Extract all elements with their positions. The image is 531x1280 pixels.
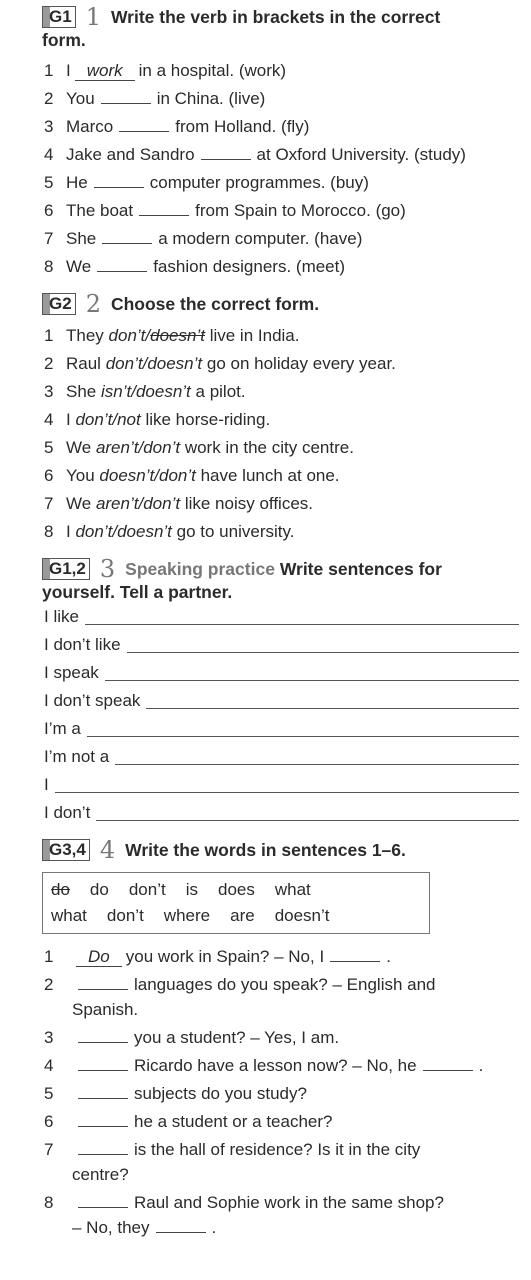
exercise-item: 5 He computer programmes. (buy) (44, 173, 369, 192)
exercise-item: 3 Marco from Holland. (fly) (44, 117, 310, 136)
exercise-3 (42, 555, 523, 827)
writing-rule[interactable] (146, 690, 519, 709)
exercise-item: 7 is the hall of residence? Is it in the city centre? (44, 1139, 421, 1184)
answer-blank[interactable] (102, 228, 152, 244)
answer-blank[interactable] (78, 1055, 128, 1071)
answer-blank[interactable] (78, 1111, 128, 1127)
exercise-number: 4 (99, 836, 116, 864)
option-2[interactable]: doesn’t (117, 522, 172, 541)
grammar-tag: G1,2 (42, 558, 90, 580)
exercise-item: 5 subjects do you study? (44, 1083, 307, 1103)
exercise-item: 2 You in China. (live) (44, 89, 266, 108)
exercise-item: 1 I work in a hospital. (work) (44, 61, 287, 80)
exercise-item: 4 Jake and Sandro at Oxford University. (study) (44, 145, 466, 164)
answer-fill[interactable]: work (75, 61, 135, 81)
exercise-item: 8 We fashion designers. (meet) (44, 257, 346, 276)
option-1[interactable]: don’t (105, 354, 143, 373)
exercise-item: 7 She a modern computer. (have) (44, 229, 363, 248)
word-chip: do (51, 880, 70, 899)
option-2[interactable]: doesn’t (150, 326, 205, 345)
word-chip: don’t (128, 880, 166, 899)
answer-blank[interactable] (78, 1192, 128, 1208)
instruction-continued: form. (42, 30, 86, 50)
answer-blank[interactable] (201, 144, 251, 160)
exercise-4-heading (42, 836, 523, 864)
write-line: I don’t speak (44, 687, 523, 715)
writing-rule[interactable] (87, 718, 519, 737)
answer-blank[interactable] (119, 116, 169, 132)
exercise-number: 3 (99, 555, 116, 583)
option-2[interactable]: don’t (158, 466, 196, 485)
option-1[interactable]: don’t (108, 326, 146, 345)
exercise-item: 2 languages do you speak? – English and Spanish. (44, 974, 436, 1019)
exercise-item: 6 The boat from Spain to Morocco. (go) (44, 201, 406, 220)
exercise-1-items (44, 57, 523, 281)
option-2[interactable]: doesn’t (135, 382, 191, 401)
instruction-continued: yourself. Tell a partner. (42, 582, 233, 602)
option-1[interactable]: doesn’t (99, 466, 155, 485)
exercise-item: 2 Raul don’t/doesn’t go on holiday every year. (44, 354, 396, 373)
write-line: I speak (44, 659, 523, 687)
word-chip: where (163, 906, 211, 925)
exercise-2-items (44, 322, 523, 546)
exercise-2-heading (42, 290, 523, 318)
answer-blank[interactable] (94, 172, 144, 188)
word-box (42, 872, 430, 934)
writing-rule[interactable] (55, 774, 519, 793)
answer-blank[interactable] (78, 974, 128, 990)
instruction: Choose the correct form. (110, 294, 320, 314)
word-chip: is (185, 880, 198, 899)
answer-blank[interactable] (78, 1083, 128, 1099)
option-2[interactable]: don’t (143, 494, 181, 513)
writing-rule[interactable] (115, 746, 519, 765)
answer-blank[interactable] (101, 88, 151, 104)
option-1[interactable]: aren’t (95, 494, 139, 513)
option-2[interactable]: don’t (143, 438, 181, 457)
word-chip: what (274, 880, 311, 899)
word-box-row (51, 903, 421, 929)
grammar-tag: G1 (42, 6, 76, 28)
exercise-item: 7 We aren’t/don’t like noisy offices. (44, 494, 314, 513)
writing-rule[interactable] (96, 802, 519, 821)
speaking-practice-label: Speaking practice (125, 559, 275, 579)
exercise-3-heading (42, 555, 523, 583)
option-2[interactable]: not (117, 410, 141, 429)
answer-blank[interactable] (139, 200, 189, 216)
exercise-item: 8 I don’t/doesn’t go to university. (44, 522, 295, 541)
exercise-4-items (44, 942, 523, 1241)
answer-blank[interactable] (330, 946, 380, 962)
word-box-row (51, 877, 421, 903)
exercise-1-heading (42, 3, 523, 31)
exercise-number: 2 (85, 290, 101, 318)
exercise-item: 4 Ricardo have a lesson now? – No, he . (44, 1055, 484, 1075)
instruction: Write the verb in brackets in the correct (110, 7, 441, 27)
word-chip: does (218, 880, 255, 899)
answer-blank[interactable] (97, 256, 147, 272)
grammar-tag: G2 (42, 293, 76, 315)
writing-rule[interactable] (127, 634, 519, 653)
instruction: Write the words in sentences 1–6. (125, 840, 406, 860)
exercise-item: 6 You doesn’t/don’t have lunch at one. (44, 466, 340, 485)
instruction: Write sentences for (279, 559, 442, 579)
word-chip: are (230, 906, 255, 925)
answer-blank[interactable] (78, 1139, 128, 1155)
write-line: I don’t (44, 799, 523, 827)
exercise-item: 4 I don’t/not like horse-riding. (44, 410, 271, 429)
exercise-item: 8 Raul and Sophie work in the same shop? – No, they . (44, 1192, 444, 1237)
exercise-item: 6 he a student or a teacher? (44, 1111, 333, 1131)
exercise-item: 3 you a student? – Yes, I am. (44, 1027, 340, 1047)
write-line: I (44, 771, 523, 799)
exercise-item: 3 She isn’t/doesn’t a pilot. (44, 382, 246, 401)
exercise-4 (44, 836, 523, 1241)
answer-fill[interactable]: Do (76, 947, 122, 967)
write-line: I’m not a (44, 743, 523, 771)
word-chip: do (89, 880, 109, 899)
word-chip: don’t (106, 906, 144, 925)
word-chip: what (51, 906, 87, 925)
answer-blank[interactable] (78, 1027, 128, 1043)
exercise-item: 5 We aren’t/don’t work in the city centre. (44, 438, 354, 457)
option-1[interactable]: isn’t (100, 382, 132, 401)
write-line: I like (44, 603, 523, 631)
grammar-tag: G3,4 (42, 839, 90, 861)
option-2[interactable]: doesn’t (147, 354, 203, 373)
option-1[interactable]: aren’t (95, 438, 139, 457)
write-line: I’m a (44, 715, 523, 743)
word-chip: doesn’t (274, 906, 330, 925)
exercise-item: 1 Do you work in Spain? – No, I . (44, 946, 391, 966)
option-1[interactable]: don’t (75, 410, 113, 429)
option-1[interactable]: don’t (75, 522, 113, 541)
exercise-item: 1 They don’t/doesn’t live in India. (44, 326, 300, 345)
writing-rule[interactable] (85, 606, 519, 625)
write-line: I don’t like (44, 631, 523, 659)
answer-blank[interactable] (423, 1055, 473, 1071)
exercise-2 (44, 290, 523, 546)
writing-rule[interactable] (105, 662, 519, 681)
exercise-1 (42, 3, 523, 281)
answer-blank[interactable] (156, 1217, 206, 1233)
exercise-number: 1 (85, 3, 101, 31)
